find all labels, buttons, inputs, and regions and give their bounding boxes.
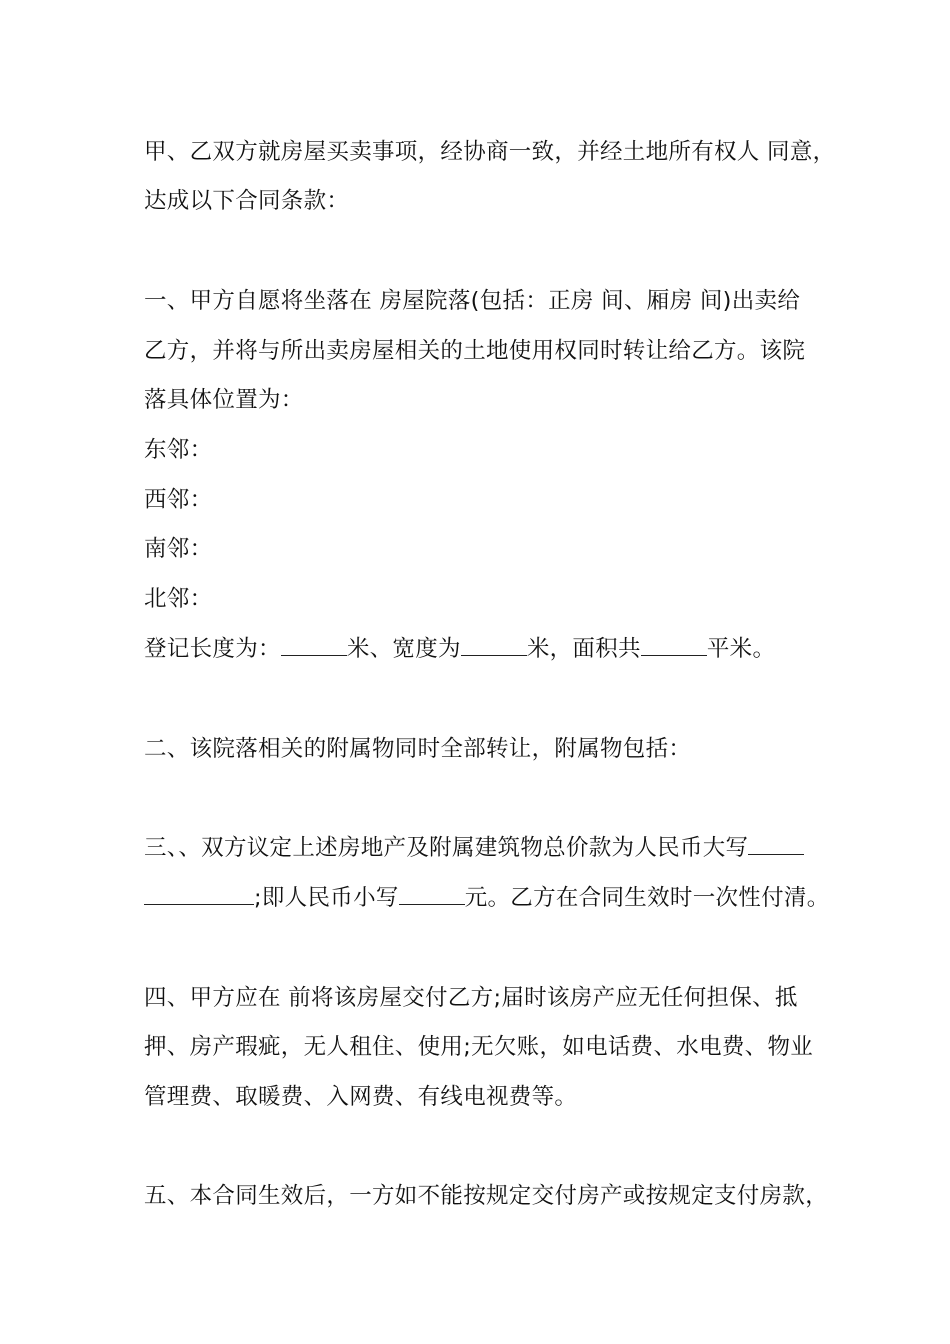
length-blank [281,635,347,656]
price-words-blank-1 [748,834,804,855]
neighbor-north: 北邻： [144,586,213,612]
neighbor-south: 南邻： [144,536,213,562]
neighbor-west: 西邻： [144,487,213,513]
clause-1-line-2: 乙方，并将与所出卖房屋相关的土地使用权同时转让给乙方。该院 [144,338,806,364]
dimensions-seg-2: 米，面积共 [526,636,641,662]
preamble-line-1: 甲、乙双方就房屋买卖事项，经协商一致，并经土地所有权人 同意， [144,139,836,165]
clause-3-seg-1: ;即人民币小写 [254,885,399,911]
price-number-blank [399,884,465,905]
dimensions-line [144,634,775,664]
clause-3-seg-2: 元。乙方在合同生效时一次性付清。 [464,885,830,911]
dimensions-seg-1: 米、宽度为 [346,636,461,662]
clause-4-line-1: 四、甲方应在 前将该房屋交付乙方;届时该房产应无任何担保、抵 [144,985,798,1011]
dimensions-seg-3: 平米。 [706,636,776,662]
clause-3-line-1 [144,833,804,863]
clause-2-line: 二、该院落相关的附属物同时全部转让，附属物包括： [144,736,692,762]
clause-4-line-2: 押、房产瑕疵，无人租住、使用;无欠账，如电话费、水电费、物业 [144,1034,814,1060]
clause-3-line-2 [144,883,830,913]
clause-4-line-3: 管理费、取暖费、入网费、有线电视费等。 [144,1084,578,1110]
width-blank [461,635,527,656]
area-blank [641,635,707,656]
clause-3-text: 三、、双方议定上述房地产及附属建筑物总价款为人民币大写 [144,835,749,861]
price-words-blank-2 [144,884,254,905]
neighbor-east: 东邻： [144,437,213,463]
preamble-line-2: 达成以下合同条款： [144,188,350,214]
dimensions-prefix: 登记长度为： [144,636,281,662]
clause-1-line-3: 落具体位置为： [144,387,304,413]
clause-1-line-1: 一、甲方自愿将坐落在 房屋院落(包括：正房 间、厢房 间)出卖给 [144,288,801,314]
clause-5-line-1: 五、本合同生效后，一方如不能按规定交付房产或按规定支付房款， [144,1183,829,1209]
